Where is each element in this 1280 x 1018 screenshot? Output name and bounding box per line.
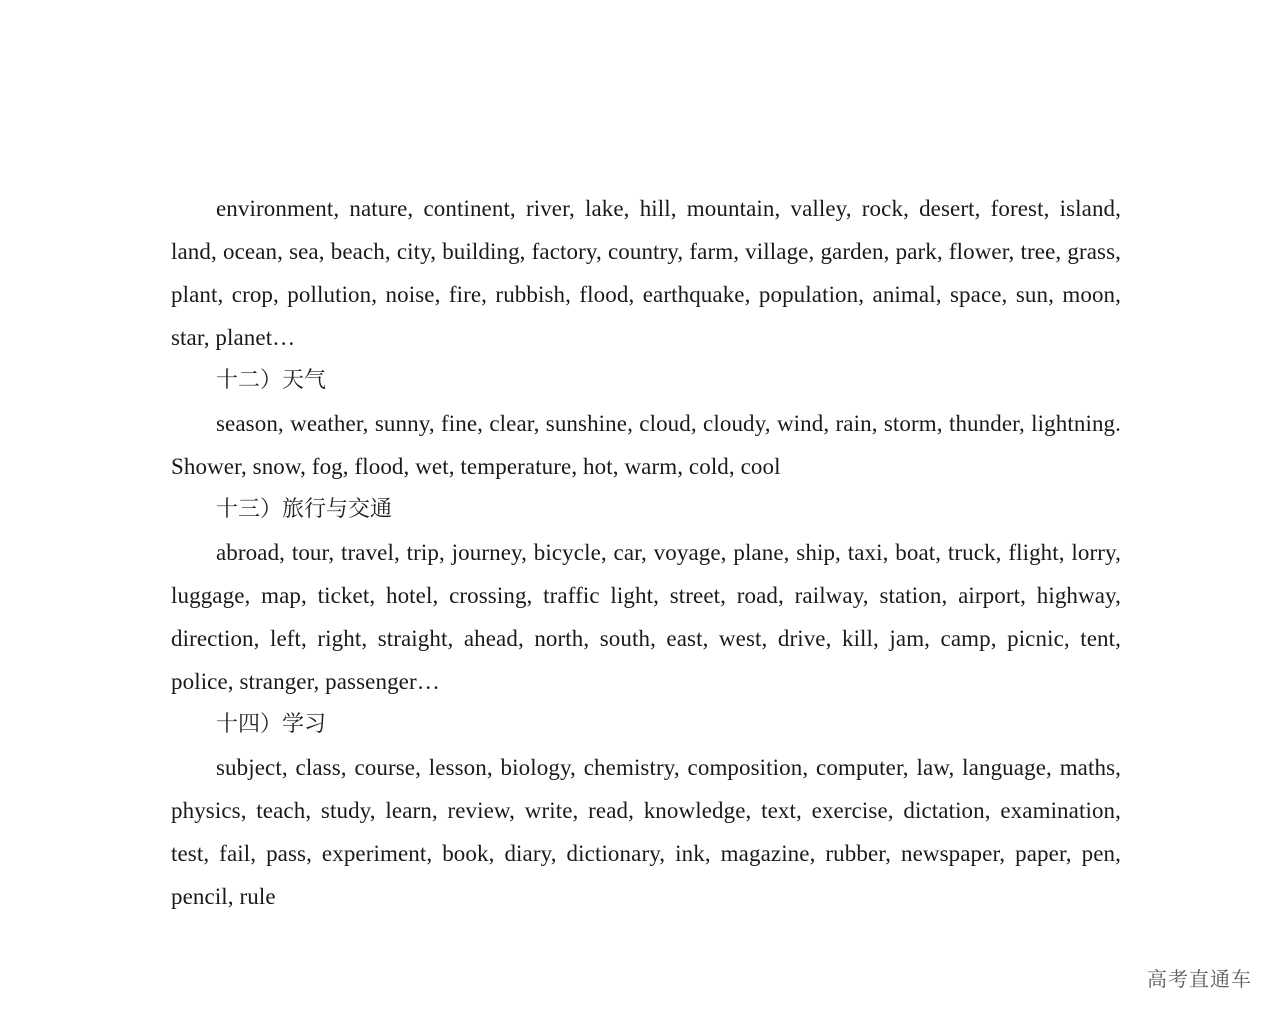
vocab-paragraph-weather: season, weather, sunny, fine, clear, sunshine, cloud, cloudy, wind, rain, storm, thunder, lightning. Shower, snow, fog, flood, wet, temperature, hot, warm, cold, cool: [171, 411, 1121, 479]
section-heading-study: 十四）学习: [216, 712, 327, 737]
section-heading-travel: 十三）旅行与交通: [216, 497, 393, 522]
document-body: [171, 187, 1121, 918]
vocab-paragraph-environment: environment, nature, continent, river, lake, hill, mountain, valley, rock, desert, forest, island, land, ocean, sea, beach, city, building, factory, country, farm, village, garden, park, flower, tree, grass, plant, crop, pollution, noise, fire, rubbish, flood, earthquake, population, animal, space, sun, moon, star, planet…: [171, 196, 1121, 350]
watermark: 高考直通车: [1147, 967, 1252, 991]
vocab-paragraph-study: subject, class, course, lesson, biology, chemistry, composition, computer, law, language, maths, physics, teach, study, learn, review, write, read, knowledge, text, exercise, dictation, examination, test, fail, pass, experiment, book, diary, dictionary, ink, magazine, rubber, newspaper, paper, pen, pencil, rule: [171, 755, 1121, 909]
section-heading-weather: 十二）天气: [216, 368, 327, 393]
vocab-paragraph-travel: abroad, tour, travel, trip, journey, bicycle, car, voyage, plane, ship, taxi, boat, truck, flight, lorry, luggage, map, ticket, hotel, crossing, traffic light, street, road, railway, station, airport, highway, direction, left, right, straight, ahead, north, south, east, west, drive, kill, jam, camp, picnic, tent, police, stranger, passenger…: [171, 540, 1121, 694]
